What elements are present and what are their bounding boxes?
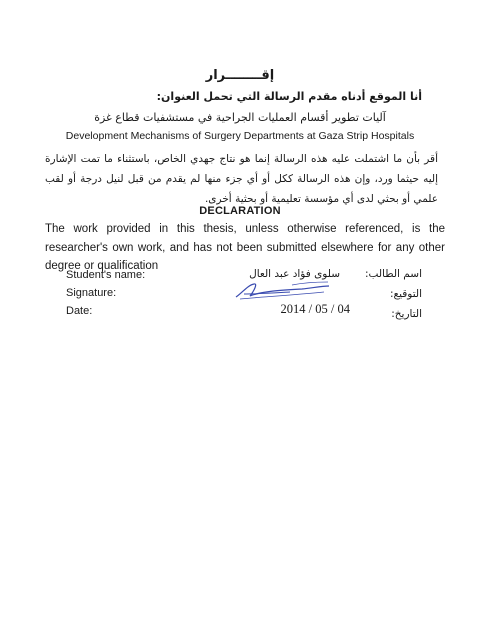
arabic-date-label: التاريخ: [391, 308, 422, 320]
declaration-body: The work provided in this thesis, unless otherwise referenced, is the researcher's own work, and has not been submitted elsewhere for any other degree or qualification [45, 223, 445, 272]
arabic-heading: إقــــــــرار [205, 68, 275, 83]
date-label: Date: [66, 305, 93, 317]
arabic-signature-label: التوقيع: [389, 288, 422, 300]
declaration-heading: DECLARATION [199, 205, 281, 217]
english-thesis-title: Development Mechanisms of Surgery Departments at Gaza Strip Hospitals [65, 130, 415, 142]
arabic-thesis-title: آليات تطوير أقسام العمليات الجراحية في مستشفيات قطاع غزة [94, 111, 386, 124]
arabic-declaration-body: أقر بأن ما اشتملت عليه هذه الرسالة إنما هو نتاج جهدي الخاص، باستثناء ما تمت الإشارة إليه حيثما ورد، وإن هذه الرسالة ككل أو أي جزء منها لم يقدم من قبل لنيل درجة أو لقب علمي أو بحثي لدى أي مؤسسة تعليمية أو بحثية أخرى. [45, 153, 438, 205]
handwritten-signature [232, 279, 332, 305]
student-name-label: Student's name: [66, 269, 146, 281]
arabic-student-name-label: اسم الطالب: [364, 268, 422, 280]
date-value: 2014 / 05 / 04 [280, 302, 350, 316]
arabic-intro: أنا الموقع أدناه مقدم الرسالة التي تحمل العنوان: [156, 90, 422, 103]
signature-label: Signature: [66, 287, 117, 299]
student-name-value: سلوى فؤاد عبد العال [249, 268, 340, 280]
